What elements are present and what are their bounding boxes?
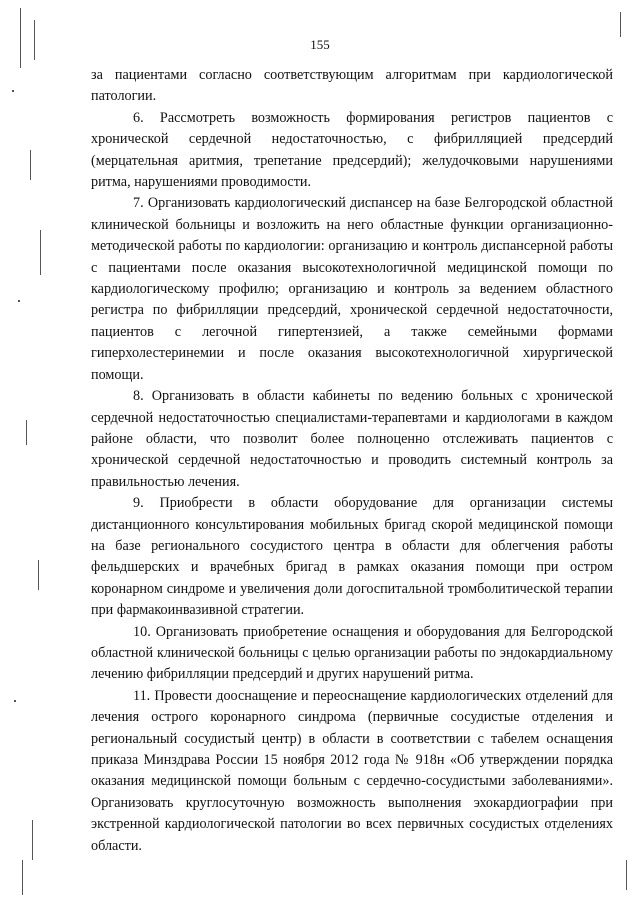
scan-margin-noise-left — [0, 0, 60, 905]
scan-speck — [14, 700, 16, 702]
paragraph-continuation: за пациентами согласно соответствующим алгоритмам при кардиологической патологии. — [91, 67, 613, 105]
paragraph-item-9: 9. Приобрести в области оборудование для организации системы дистанционного консультирования мобильных бригад скорой медицинской помощи на базе регионального сосудистого центра в области для облегчения работы фельдшерских и врачебных бригад в рамках оказания помощи при остром коронарном синдроме и увеличения доли догоспитальной тромболитической терапии при фармакоинвазивной стратегии. — [91, 495, 613, 619]
scan-speck — [22, 860, 23, 895]
scan-speck — [12, 90, 14, 92]
scan-speck — [30, 150, 31, 180]
scan-speck — [18, 300, 20, 302]
page-number: 155 — [310, 37, 330, 52]
scan-speck — [620, 12, 621, 37]
paragraph-item-8: 8. Организовать в области кабинеты по ведению больных с хронической сердечной недостаточностью специалистами-терапевтами и кардиологами в каждом районе области, что позволит более полноценно отслеживать пациентов с хронической сердечной недостаточностью и проводить системный контроль за правильностью лечения. — [91, 388, 613, 490]
scan-speck — [40, 230, 41, 275]
scan-speck — [626, 860, 627, 890]
paragraph-item-6: 6. Рассмотреть возможность формирования регистров пациентов с хронической сердечной недостаточностью, с фибрилляцией предсердий (мерцательная аритмия, трепетание предсердий); желудочковыми нарушениями ритма, нарушениями проводимости. — [91, 109, 613, 191]
body-text — [91, 65, 613, 857]
paragraph-item-7: 7. Организовать кардиологический диспансер на базе Белгородской областной клинической больницы и возложить на него областные функции организационно-методической работы по кардиологии: организацию и контроль диспансерной работы с пациентами после оказания высокотехнологичной медицинской помощи по кардиологическому профилю; организацию и контроль за ведением областного регистра по фибрилляции предсердий, хронической сердечной недостаточности, пациентов с легочной гипертензией, а также семейными формами гиперхолестеринемии и после оказания высокотехнологичной хирургической помощи. — [91, 195, 613, 383]
paragraph-item-11: 11. Провести дооснащение и переоснащение кардиологических отделений для лечения острого коронарного синдрома (первичные сосудистые отделения и региональный сосудистый центр) в области в соответствии с табелем оснащения приказа Минздрава России 15 ноября 2012 года № 918н «Об утверждении порядка оказания медицинской помощи больным с сердечно-сосудистыми заболеваниями». Организовать круглосуточную возможность выполнения эхокардиографии при экстренной кардиологической патологии во всех первичных сосудистых отделениях области. — [91, 687, 613, 854]
scan-margin-noise-right — [610, 0, 640, 905]
scan-speck — [26, 420, 27, 445]
scan-speck — [32, 820, 33, 860]
paragraph-item-10: 10. Организовать приобретение оснащения и оборудования для Белгородской областной клинической больницы с целью организации работы по эндокардиальному лечению фибрилляции предсердий и других нарушений ритма. — [91, 623, 613, 683]
scan-speck — [38, 560, 39, 590]
